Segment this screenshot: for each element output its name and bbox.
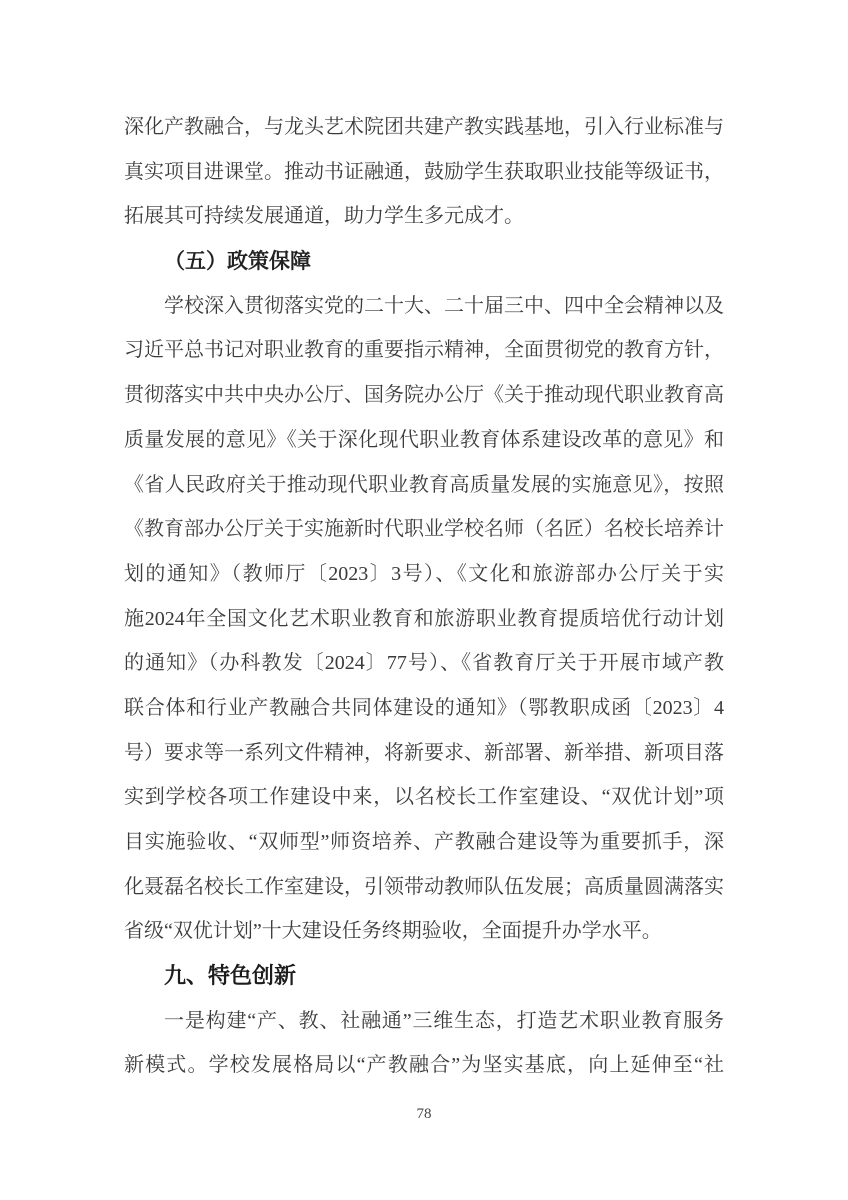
- text-line: 学校深入贯彻落实党的二十大、二十届三中、四中全会精神以及: [164, 294, 724, 317]
- text-line: 深化产教融合，与龙头艺术院团共建产教实践基地，引入行业标准与: [124, 116, 724, 138]
- text-line: 施2024年全国文化艺术职业教育和旅游职业教育提质培优行动计划: [124, 607, 724, 630]
- text-line: 质量发展的意见》《关于深化现代职业教育体系建设改革的意见》和: [124, 428, 724, 451]
- text-line: 拓展其可持续发展通道，助力学生多元成才。: [124, 205, 524, 228]
- text-line: 习近平总书记对职业教育的重要指示精神，全面贯彻党的教育方针，: [124, 339, 724, 362]
- text-line: 划的通知》（教师厅〔2023〕3号）、《文化和旅游部办公厅关于实: [124, 562, 724, 585]
- text-line: 号）要求等一系列文件精神，将新要求、新部署、新举措、新项目落: [124, 741, 724, 764]
- section-heading: （五）政策保障: [164, 249, 311, 274]
- page-number: 78: [416, 1106, 432, 1122]
- section-heading: 九、特色创新: [164, 963, 297, 989]
- text-line: 《教育部办公厅关于实施新时代职业学校名师（名匠）名校长培养计: [124, 518, 724, 541]
- text-line: 联合体和行业产教融合共同体建设的通知》（鄂教职成函〔2023〕4: [124, 696, 724, 719]
- text-line: 《省人民政府关于推动现代职业教育高质量发展的实施意见》，按照: [124, 473, 724, 496]
- text-line: 实到学校各项工作建设中来，以名校长工作室建设、“双优计划”项: [124, 786, 724, 809]
- text-line: 一是构建“产、教、社融通”三维生态，打造艺术职业教育服务: [164, 1009, 724, 1032]
- text-line: 贯彻落实中共中央办公厅、国务院办公厅《关于推动现代职业教育高: [124, 384, 724, 407]
- text-line: 真实项目进课堂。推动书证融通，鼓励学生获取职业技能等级证书，: [124, 160, 724, 183]
- document-body: [124, 105, 724, 1088]
- text-line: 目实施验收、“双师型”师资培养、产教融合建设等为重要抓手，深: [124, 831, 724, 853]
- text-line: 化聂磊名校长工作室建设，引领带动教师队伍发展；高质量圆满落实: [124, 875, 724, 898]
- text-line: 的通知》（办科教发〔2024〕77号）、《省教育厅关于开展市域产教: [124, 652, 724, 675]
- text-line: 新模式。学校发展格局以“产教融合”为坚实基底，向上延伸至“社: [124, 1054, 724, 1077]
- text-line: 省级“双优计划”十大建设任务终期验收，全面提升办学水平。: [124, 920, 662, 943]
